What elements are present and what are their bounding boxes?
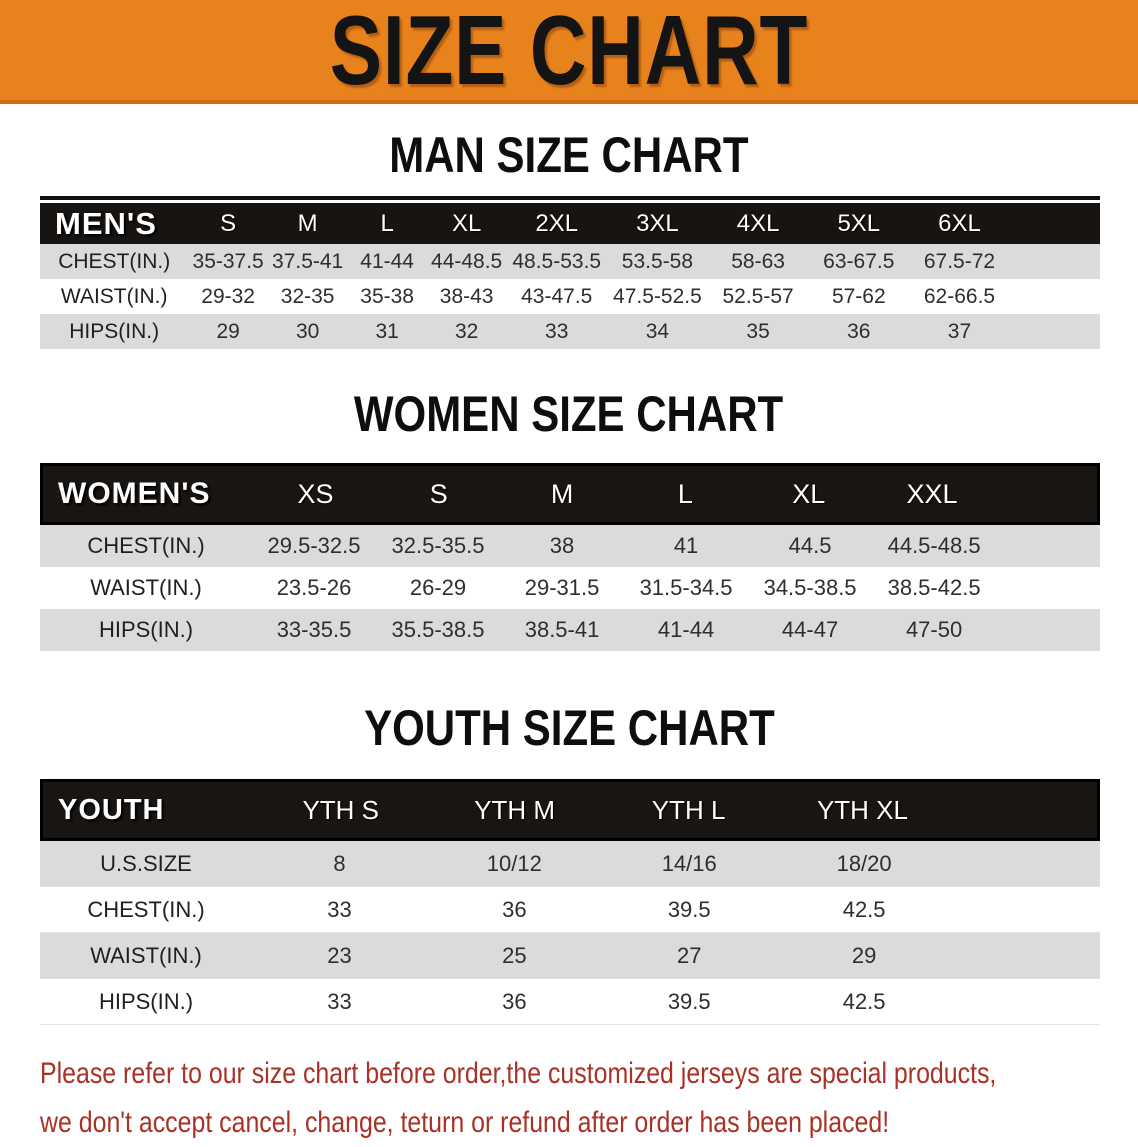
column-header: 4XL [736,209,780,237]
size-cell: 44.5-48.5 [887,533,981,558]
table-row [40,279,1100,314]
men-table-corner-label: MEN'S [55,205,157,241]
size-cell: 52.5-57 [722,284,794,308]
column-header: YTH L [651,794,726,825]
row-label: HIPS(IN.) [98,617,194,642]
column-header: YTH XL [816,794,908,825]
row-label: CHEST(IN.) [87,896,205,922]
footer-line-1: Please refer to our size chart before order,the customized jerseys are special products, [40,1057,997,1090]
column-header: L [677,478,693,509]
size-cell: 35 [746,319,770,343]
size-cell: 37.5-41 [272,249,344,273]
footer-note [40,1049,1138,1147]
youth-section-heading: YOUTH SIZE CHART [363,700,775,756]
men-heading-wrap [0,127,1138,183]
footer-line-2: we don't accept cancel, change, teturn or refund after order has been placed! [40,1106,890,1139]
women-section-heading: WOMEN SIZE CHART [354,386,784,442]
row-label: CHEST(IN.) [87,533,205,558]
row-label: WAIST(IN.) [90,942,202,968]
men-section-heading: MAN SIZE CHART [389,127,749,183]
banner-title: SIZE CHART [329,0,809,104]
table-row [40,567,1100,609]
men-size-table [40,203,1100,349]
row-label: CHEST(IN.) [58,249,171,273]
size-cell: 42.5 [842,988,886,1014]
column-header: 5XL [837,209,881,237]
size-cell: 18/20 [836,850,892,876]
size-cell: 34.5-38.5 [763,575,857,600]
size-cell: 29-31.5 [524,575,600,600]
table-row [40,979,1100,1025]
row-label: HIPS(IN.) [98,988,194,1014]
size-cell: 8 [333,850,346,876]
size-cell: 26-29 [409,575,467,600]
youth-heading-wrap [0,700,1138,756]
table-row [40,841,1100,887]
column-header: 6XL [938,209,981,237]
size-cell: 62-66.5 [923,284,996,308]
size-cell: 34 [645,319,670,343]
table-row [40,609,1100,651]
size-cell: 35-37.5 [192,249,264,273]
size-cell: 36 [502,896,527,922]
size-cell: 29.5-32.5 [267,533,361,558]
size-cell: 44.5 [788,533,832,558]
women-size-table [40,463,1100,651]
table-row [40,887,1100,933]
women-table-corner-label: WOMEN'S [58,477,211,510]
row-label: U.S.SIZE [100,850,192,876]
size-cell: 31 [375,319,399,343]
size-cell: 43-47.5 [521,284,593,308]
column-header: XS [297,478,334,509]
size-cell: 31.5-34.5 [639,575,733,600]
row-label: HIPS(IN.) [69,319,160,343]
table-row [40,525,1100,567]
youth-table-corner-label: YOUTH [58,793,165,826]
column-header: M [550,478,574,509]
size-cell: 37 [947,319,972,343]
size-cell: 29 [851,942,877,968]
column-header: XXL [906,478,958,509]
column-header: 3XL [636,209,679,237]
size-cell: 42.5 [842,896,886,922]
size-cell: 32.5-35.5 [391,533,485,558]
size-cell: 36 [502,988,527,1014]
youth-table-header-row [40,779,1100,841]
column-header: S [220,209,237,237]
size-cell: 47-50 [905,617,963,642]
size-cell: 39.5 [667,896,711,922]
women-section [0,386,1138,651]
size-cell: 33 [327,896,352,922]
men-table-header-row [40,203,1100,244]
youth-section [0,700,1138,1025]
size-cell: 67.5-72 [923,249,996,273]
size-cell: 58-63 [731,249,785,273]
size-cell: 53.5-58 [621,249,694,273]
table-row [40,933,1100,979]
men-table-top-rule [40,196,1100,200]
size-cell: 23 [327,942,352,968]
size-cell: 38 [549,533,575,558]
size-cell: 57-62 [831,284,886,308]
table-row [40,314,1100,349]
column-header: XL [792,478,826,509]
row-label: WAIST(IN.) [60,284,168,308]
size-cell: 33-35.5 [276,617,352,642]
size-chart-banner [0,0,1138,104]
size-cell: 44-47 [781,617,839,642]
size-cell: 41-44 [360,249,414,273]
women-heading-wrap [0,386,1138,442]
size-cell: 30 [295,319,320,343]
size-cell: 48.5-53.5 [512,249,602,273]
size-cell: 47.5-52.5 [613,284,702,308]
size-cell: 41 [673,533,699,558]
size-cell: 39.5 [667,988,711,1014]
size-cell: 44-48.5 [431,249,503,273]
size-cell: 14/16 [661,850,717,876]
row-label: WAIST(IN.) [90,575,202,600]
size-cell: 41-44 [657,617,715,642]
column-header: L [380,209,394,237]
size-cell: 27 [676,942,702,968]
size-cell: 23.5-26 [276,575,352,600]
women-table-header-row [40,463,1100,525]
size-cell: 32-35 [280,284,335,308]
column-header: YTH S [302,794,380,825]
size-cell: 38.5-42.5 [887,575,981,600]
size-cell: 63-67.5 [823,249,895,273]
size-cell: 38.5-41 [524,617,600,642]
size-cell: 32 [454,319,479,343]
size-cell: 25 [502,942,527,968]
men-section [0,127,1138,349]
size-cell: 10/12 [486,850,542,876]
column-header: XL [451,209,482,237]
size-cell: 35.5-38.5 [391,617,485,642]
column-header: 2XL [535,209,579,237]
column-header: M [297,209,318,237]
youth-size-table [40,779,1100,1025]
size-cell: 35-38 [360,284,414,308]
size-cell: 29-32 [201,284,255,308]
table-row [40,244,1100,279]
column-header: YTH M [474,794,556,825]
column-header: S [429,478,448,509]
size-cell: 33 [327,988,352,1014]
size-cell: 36 [847,319,871,343]
size-cell: 33 [545,319,569,343]
size-cell: 38-43 [439,284,494,308]
size-cell: 29 [216,319,240,343]
